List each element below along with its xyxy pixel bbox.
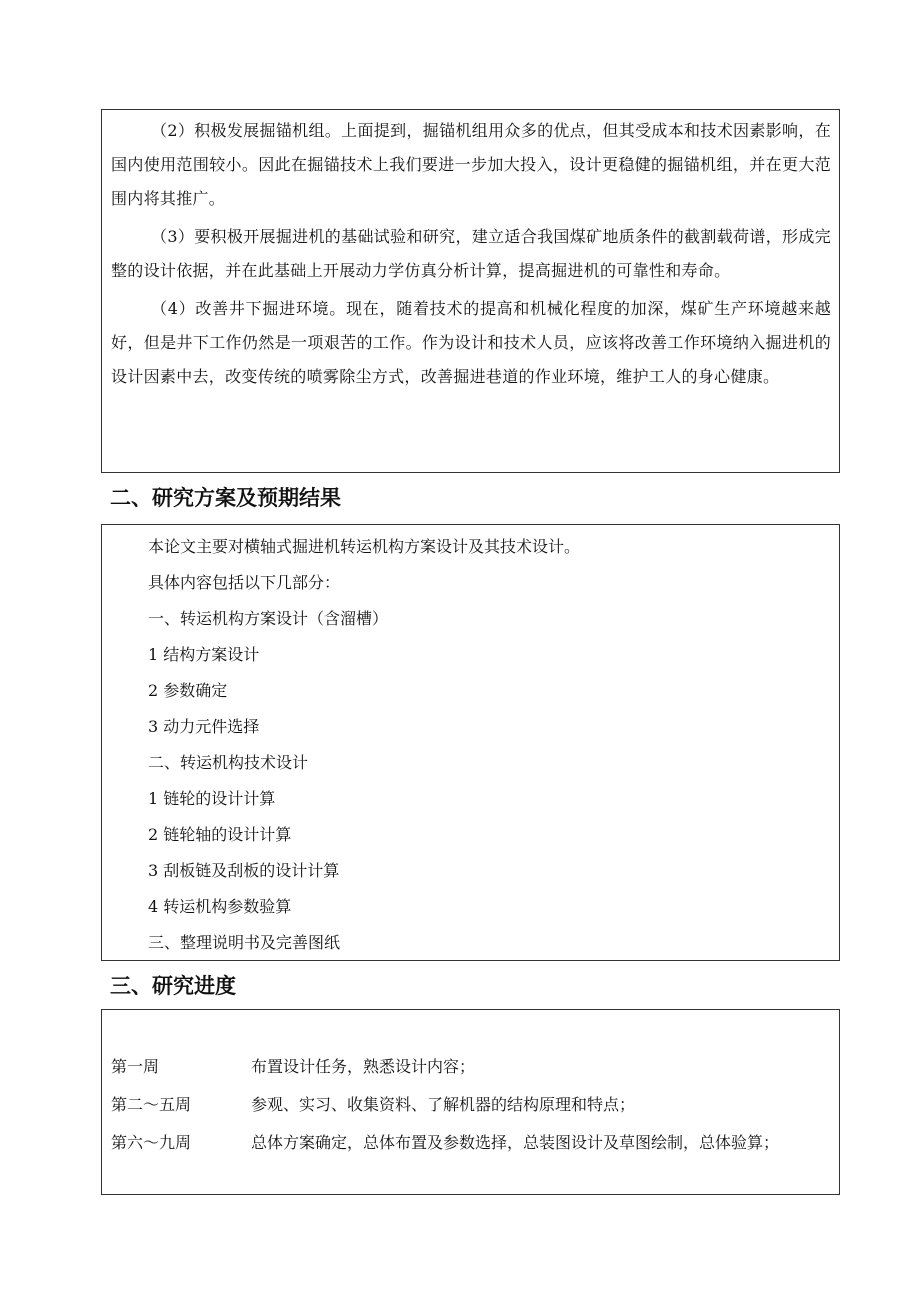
plan-line: 4 转运机构参数验算 xyxy=(148,897,292,916)
schedule-week: 第二～五周 xyxy=(111,1095,192,1114)
schedule-row xyxy=(111,1126,831,1160)
plan-line: 二、转运机构技术设计 xyxy=(148,753,309,772)
schedule-week: 第一周 xyxy=(111,1057,160,1076)
plan-line: 一、转运机构方案设计（含溜槽） xyxy=(148,609,389,628)
plan-line: 具体内容包括以下几部分： xyxy=(148,573,341,592)
schedule-task: 总体方案确定，总体布置及参数选择，总装图设计及草图绘制，总体验算； xyxy=(251,1133,780,1152)
paragraph-2: （2）积极发展掘锚机组。上面提到，掘锚机组用众多的优点，但其受成本和技术因素影响，在国内使用范围较小。因此在掘锚技术上我们要进一步加大投入，设计更稳健的掘锚机组，并在更大范围内将其推广。 xyxy=(111,121,831,208)
plan-line: 本论文主要对横轴式掘进机转运机构方案设计及其技术设计。 xyxy=(148,537,581,556)
research-plan-box xyxy=(101,524,840,961)
plan-line: 2 链轮轴的设计计算 xyxy=(148,825,292,844)
plan-line: 3 动力元件选择 xyxy=(148,717,260,736)
schedule-task: 布置设计任务，熟悉设计内容； xyxy=(251,1057,476,1076)
schedule-list xyxy=(111,1050,831,1160)
schedule-row xyxy=(111,1088,831,1122)
plan-line: 1 链轮的设计计算 xyxy=(148,789,276,808)
background-text-box xyxy=(101,109,840,473)
plan-line: 三、整理说明书及完善图纸 xyxy=(148,933,341,952)
paragraph-3: （3）要积极开展掘进机的基础试验和研究，建立适合我国煤矿地质条件的截割载荷谱，形成完整的设计依据，并在此基础上开展动力学仿真分析计算，提高掘进机的可靠性和寿命。 xyxy=(111,227,831,280)
plan-line: 3 刮板链及刮板的设计计算 xyxy=(148,861,340,880)
schedule-row xyxy=(111,1050,831,1084)
paragraph-4: （4）改善井下掘进环境。现在，随着技术的提高和机械化程度的加深，煤矿生产环境越来越好，但是井下工作仍然是一项艰苦的工作。作为设计和技术人员，应该将改善工作环境纳入掘进机的设计因素中去，改变传统的喷雾除尘方式，改善掘进巷道的作业环境，维护工人的身心健康。 xyxy=(111,299,831,386)
research-schedule-box xyxy=(101,1009,840,1195)
schedule-week: 第六～九周 xyxy=(111,1133,192,1152)
plan-line: 2 参数确定 xyxy=(148,681,228,700)
plan-line: 1 结构方案设计 xyxy=(148,645,260,664)
schedule-task: 参观、实习、收集资料、了解机器的结构原理和特点； xyxy=(251,1095,636,1114)
section-heading-research-plan: 二、研究方案及预期结果 xyxy=(110,486,341,510)
section-heading-research-schedule: 三、研究进度 xyxy=(110,974,236,998)
